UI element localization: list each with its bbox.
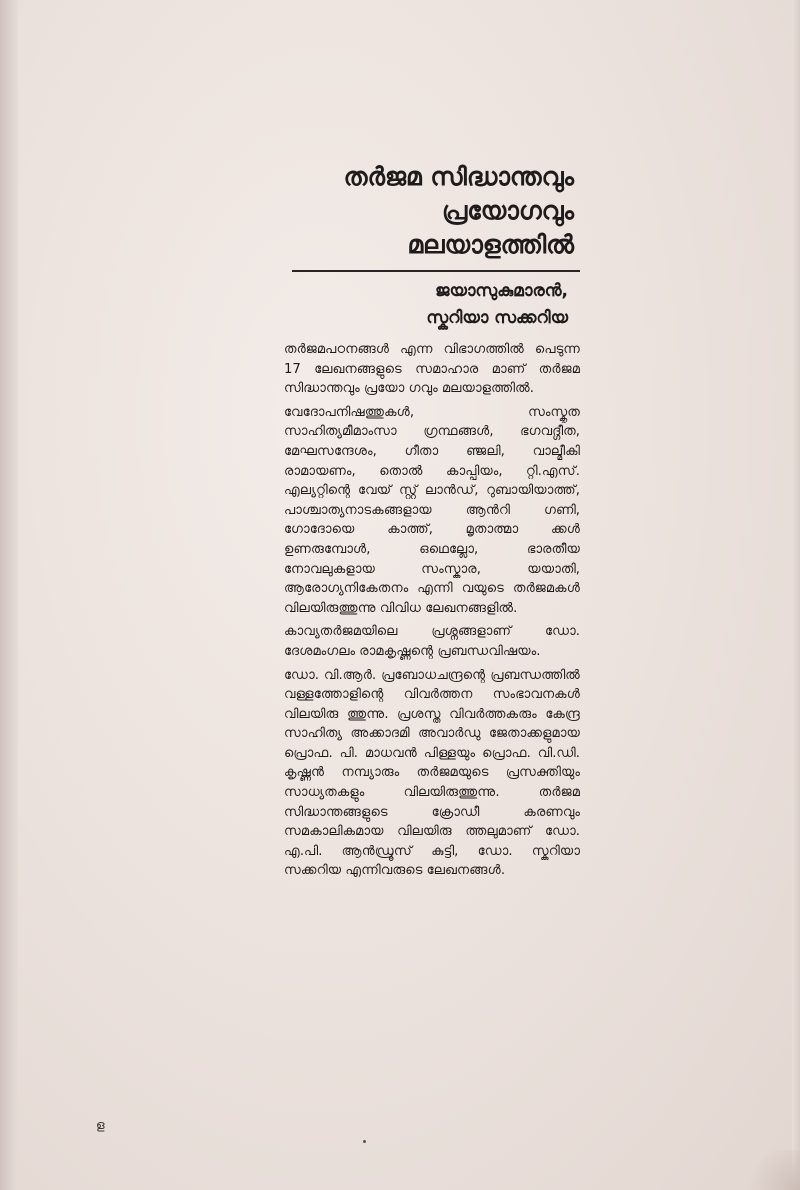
book-title-line: തർജമ സിദ്ധാന്തവും	[343, 162, 574, 191]
blurb-block	[284, 160, 580, 885]
print-dot	[363, 1140, 366, 1143]
author-line: ജയാസുകുമാരൻ,	[435, 281, 568, 301]
book-title	[284, 160, 580, 262]
cover-spine-edge	[0, 0, 18, 1190]
book-title-line: പ്രയോഗവും	[442, 196, 574, 225]
author-line: സ്കറിയാ സക്കറിയ	[426, 308, 568, 328]
cover-right-edge	[792, 0, 800, 1190]
blurb-text	[284, 340, 580, 881]
blurb-paragraph: ഡോ. വി.ആർ. പ്രബോധചന്ദ്രന്റെ പ്രബന്ധത്തിൽ വള്ളത്തോളിന്റെ വിവർത്തന സംഭാവനകൾ വിലയിരു ത്തുന്നു. പ്രശസ്ത വിവർത്തകരും കേന്ദ്ര സാഹിത്യ അക്കാദമി അവാർഡു ജേതാക്കളുമായ പ്രൊഫ. പി. മാധവൻ പിള്ളയും പ്രൊഫ. വി.ഡി. കൃഷ്ണൻ നമ്പ്യാരും തർജമയുടെ പ്രസക്തിയും സാധ്യതകളും വിലയിരുത്തുന്നു. തർജമ സിദ്ധാന്തങ്ങളുടെ ക്രോഡീ കരണവും സമകാലികമായ വിലയിരു ത്തലുമാണ് ഡോ. എ.പി. ആൻഡ്രൂസ് കുട്ടി, ഡോ. സ്കറിയാ സക്കറിയ എന്നിവരുടെ ലേഖനങ്ങൾ.	[284, 667, 580, 879]
book-title-line: മലയാളത്തിൽ	[407, 230, 574, 259]
corner-mark: ള	[96, 1118, 105, 1132]
cover-corner-wear	[740, 1150, 800, 1190]
blurb-paragraph: കാവ്യതർജമയിലെ പ്രശ്നങ്ങളാണ് ഡോ. ദേശമംഗലം രാമകൃഷ്ണന്റെ പ്രബന്ധവിഷയം.	[284, 624, 580, 659]
blurb-paragraph: വേദോപനിഷത്തുകൾ, സംസ്കൃത സാഹിത്യമീമാംസാ ഗ്രന്ഥങ്ങൾ, ഭഗവദ്ഗീത, മേഘസന്ദേശം, ഗീതാ ഞ്ജലി, വാല്മീകി രാമായണം, തൊൽ കാപ്പിയം, റ്റി.എസ്. എല്യറ്റിന്റെ വേയ് സ്റ്റ് ലാൻഡ്, റുബായിയാത്ത്, പാശ്ചാത്യനാടകങ്ങളായ ആൻറി ഗണി, ഗോദോയെ കാത്ത്, മൃതാത്മാ ക്കൾ ഉണരുമ്പോൾ, ഒഥെല്ലോ, ഭാരതീയ നോവലുകളായ സംസ്കാര, യയാതി, ആരോഗ്യനികേതനം എന്നി വയുടെ തർജമകൾ വിലയിരുത്തുന്നു വിവിധ ലേഖനങ്ങളിൽ.	[284, 404, 580, 616]
title-divider	[292, 270, 580, 272]
book-authors	[284, 278, 580, 332]
blurb-paragraph: തർജമപഠനങ്ങൾ എന്ന വിഭാഗത്തിൽ പെടുന്ന 17 ലേഖനങ്ങളുടെ സമാഹാര മാണ് തർജമ സിദ്ധാന്തവും പ്രയോ ഗവും മലയാളത്തിൽ.	[284, 342, 580, 397]
